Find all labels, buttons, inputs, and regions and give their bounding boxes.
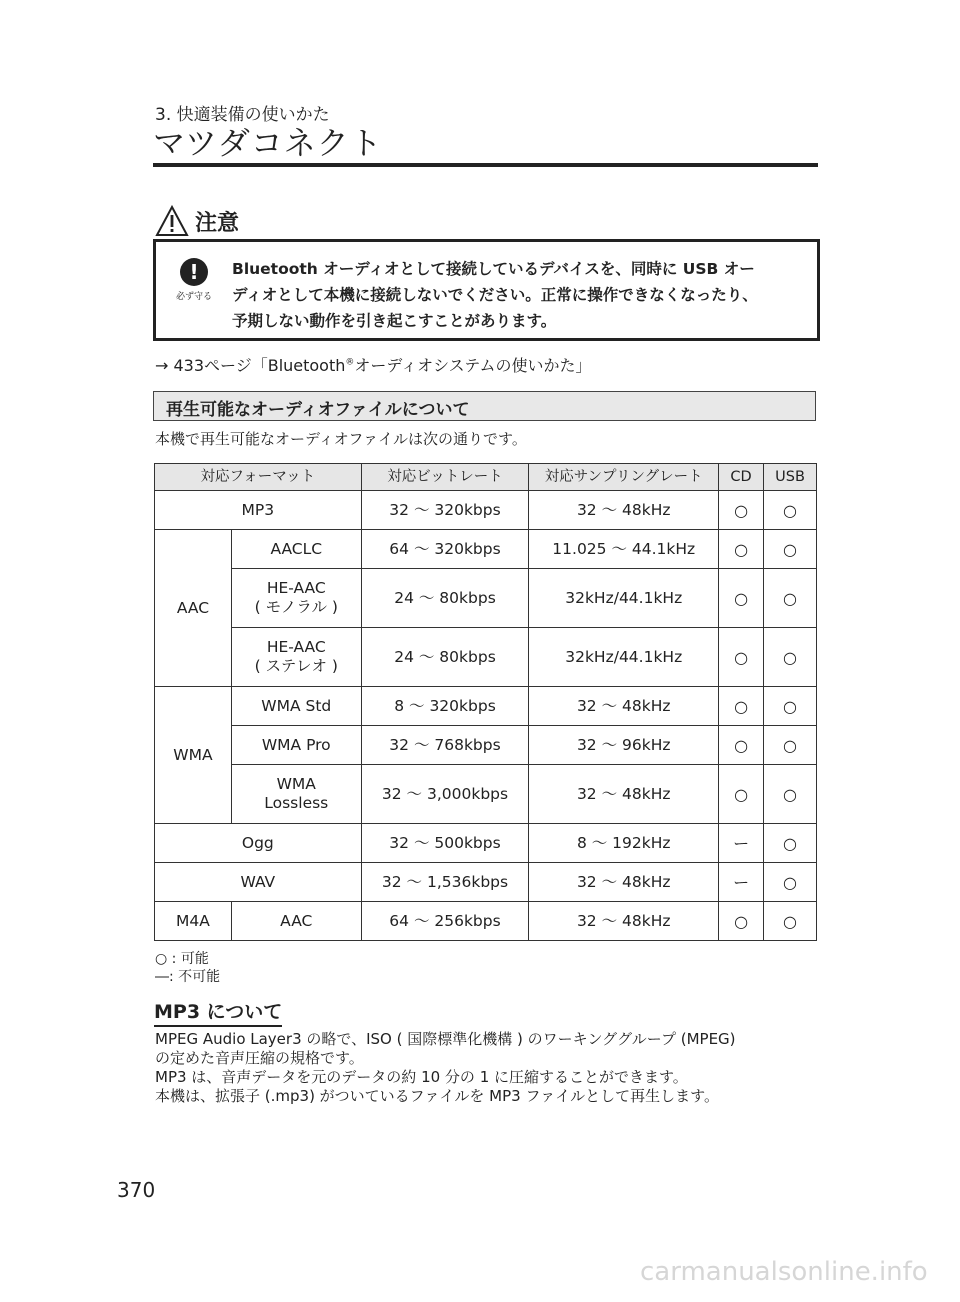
mp3-line: 本機は、拡張子 (.mp3) がついているファイルを MP3 ファイルとして再生します。: [155, 1087, 719, 1105]
rate-cell: 8 〜 192kHz: [529, 824, 719, 863]
section-heading-bar: [153, 391, 816, 421]
mp3-body: [155, 1030, 825, 1106]
subformat-line: WMA: [276, 775, 316, 793]
breadcrumb: 3. 快適装備の使いかた: [155, 105, 330, 125]
subformat-line: ( ステレオ ): [254, 657, 338, 675]
caution-line: ディオとして本機に接続しないでください。正常に操作できなくなったり、: [232, 286, 758, 304]
audio-format-table: [154, 463, 817, 941]
cd-cell: ○: [719, 491, 764, 530]
bitrate-cell: 32 〜 500kbps: [361, 824, 529, 863]
header-bitrate: 対応ビットレート: [361, 464, 529, 491]
bitrate-cell: 32 〜 1,536kbps: [361, 863, 529, 902]
table-header-row: [155, 464, 817, 491]
mp3-line: の定めた音声圧縮の規格です。: [155, 1049, 364, 1067]
page-number: 370: [117, 1178, 156, 1202]
format-cell: MP3: [155, 491, 362, 530]
mp3-line: MP3 は、音声データを元のデータの約 10 分の 1 に圧縮することができます。: [155, 1068, 688, 1086]
table-row: [155, 824, 817, 863]
subformat-cell: AAC: [231, 902, 361, 941]
caution-text: [232, 256, 802, 334]
bitrate-cell: 24 〜 80kbps: [361, 569, 529, 628]
cd-cell: ○: [719, 765, 764, 824]
table-row: [155, 491, 817, 530]
rate-cell: 32 〜 48kHz: [529, 491, 719, 530]
watermark: carmanualsonline.info: [640, 1257, 928, 1287]
rate-cell: 32kHz/44.1kHz: [529, 628, 719, 687]
caution-line: Bluetooth オーディオとして接続しているデバイスを、同時に USB オー: [232, 260, 755, 278]
table-row: [155, 628, 817, 687]
usb-cell: ○: [764, 687, 817, 726]
format-cell: WAV: [155, 863, 362, 902]
cd-cell: ○: [719, 628, 764, 687]
header-cd: CD: [719, 464, 764, 491]
cd-cell: ー: [719, 863, 764, 902]
format-cell: M4A: [155, 902, 232, 941]
registered-mark: ®: [345, 357, 355, 368]
must-follow-icon: ! 必ず守る: [175, 260, 212, 302]
header-sampling: 対応サンプリングレート: [529, 464, 719, 491]
rate-cell: 32 〜 48kHz: [529, 765, 719, 824]
rate-cell: 11.025 〜 44.1kHz: [529, 530, 719, 569]
header-format: 対応フォーマット: [155, 464, 362, 491]
usb-cell: ○: [764, 491, 817, 530]
subformat-line: ( モノラル ): [254, 598, 338, 616]
page-reference-link[interactable]: [155, 353, 592, 376]
table-row: [155, 863, 817, 902]
page-title: マツダコネクト: [153, 124, 383, 162]
subformat-cell: [231, 569, 361, 628]
caution-box: [153, 239, 820, 341]
mp3-heading: MP3 について: [154, 997, 282, 1027]
usb-cell: ○: [764, 628, 817, 687]
format-cell: Ogg: [155, 824, 362, 863]
usb-cell: ○: [764, 824, 817, 863]
subformat-line: HE-AAC: [266, 579, 326, 597]
warning-triangle-icon: [155, 205, 189, 237]
usb-cell: ○: [764, 863, 817, 902]
reference-prefix: → 433ページ「Bluetooth: [155, 356, 346, 375]
cd-cell: ー: [719, 824, 764, 863]
group-cell: AAC: [155, 530, 232, 687]
cd-cell: ○: [719, 687, 764, 726]
caution-heading: [155, 203, 239, 239]
rate-cell: 32 〜 48kHz: [529, 863, 719, 902]
usb-cell: ○: [764, 902, 817, 941]
section-title: 再生可能なオーディオファイルについて: [166, 400, 470, 420]
bitrate-cell: 8 〜 320kbps: [361, 687, 529, 726]
table-row: [155, 902, 817, 941]
table-legend: [155, 950, 220, 986]
section-intro: 本機で再生可能なオーディオファイルは次の通りです。: [155, 430, 527, 448]
subformat-line: HE-AAC: [266, 638, 326, 656]
subformat-cell: [231, 628, 361, 687]
rate-cell: 32kHz/44.1kHz: [529, 569, 719, 628]
reference-suffix: オーディオシステムの使いかた」: [354, 356, 592, 375]
table-row: [155, 569, 817, 628]
table-row: [155, 687, 817, 726]
caution-line: 予期しない動作を引き起こすことがあります。: [232, 312, 557, 330]
cd-cell: ○: [719, 569, 764, 628]
group-cell: WMA: [155, 687, 232, 824]
subformat-cell: WMA Pro: [231, 726, 361, 765]
legend-impossible: ―: 不可能: [155, 969, 221, 985]
table-row: [155, 726, 817, 765]
rate-cell: 32 〜 48kHz: [529, 902, 719, 941]
caution-label: 注意: [195, 210, 240, 236]
bitrate-cell: 32 〜 3,000kbps: [361, 765, 529, 824]
rate-cell: 32 〜 96kHz: [529, 726, 719, 765]
bitrate-cell: 32 〜 320kbps: [361, 491, 529, 530]
must-follow-caption: 必ず守る: [175, 292, 212, 302]
usb-cell: ○: [764, 530, 817, 569]
cd-cell: ○: [719, 902, 764, 941]
title-divider: [153, 163, 818, 167]
subformat-cell: AACLC: [231, 530, 361, 569]
usb-cell: ○: [764, 569, 817, 628]
table-row: [155, 765, 817, 824]
usb-cell: ○: [764, 726, 817, 765]
subformat-cell: [231, 765, 361, 824]
subformat-cell: WMA Std: [231, 687, 361, 726]
table-row: [155, 530, 817, 569]
usb-cell: ○: [764, 765, 817, 824]
legend-possible: ○ : 可能: [155, 951, 209, 967]
bitrate-cell: 64 〜 320kbps: [361, 530, 529, 569]
cd-cell: ○: [719, 726, 764, 765]
rate-cell: 32 〜 48kHz: [529, 687, 719, 726]
bitrate-cell: 24 〜 80kbps: [361, 628, 529, 687]
cd-cell: ○: [719, 530, 764, 569]
bitrate-cell: 32 〜 768kbps: [361, 726, 529, 765]
bitrate-cell: 64 〜 256kbps: [361, 902, 529, 941]
subformat-line: Lossless: [264, 794, 329, 812]
header-usb: USB: [764, 464, 817, 491]
mp3-line: MPEG Audio Layer3 の略で、ISO ( 国際標準化機構 ) のワーキンググループ (MPEG): [155, 1030, 736, 1048]
